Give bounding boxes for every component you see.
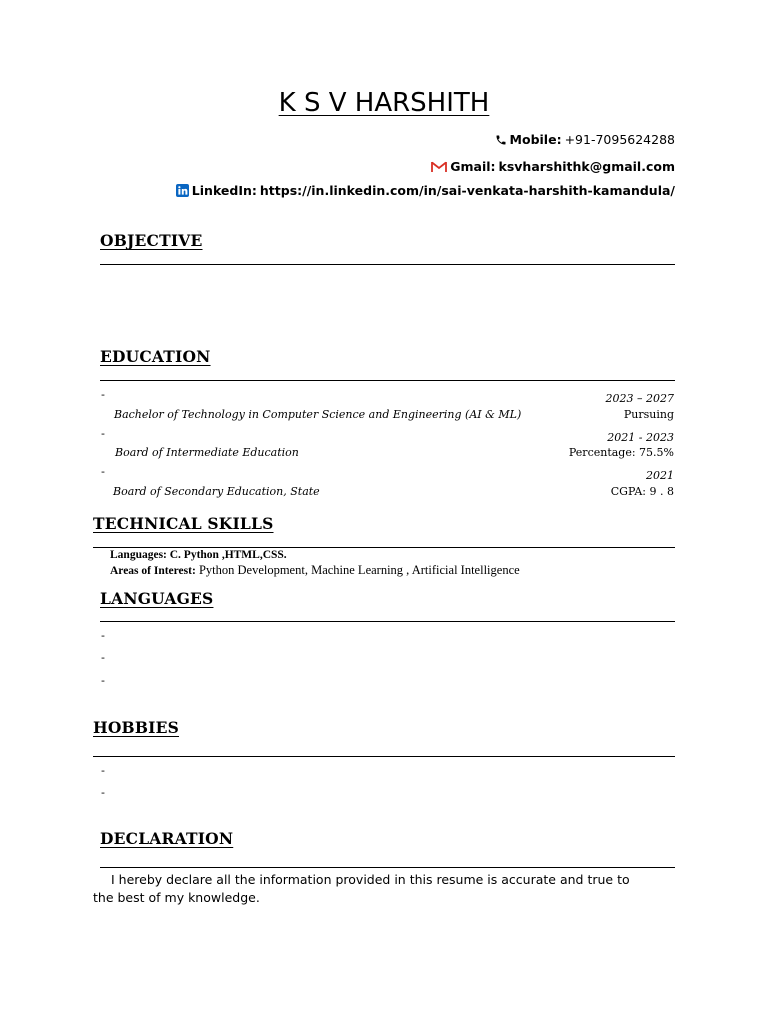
hobbies-heading: HOBBIES (93, 718, 180, 737)
education-years: 2021 (646, 469, 674, 482)
education-result: Percentage: 75.5% (568, 446, 674, 459)
gmail-value[interactable]: ksvharshithk@gmail.com (498, 159, 675, 174)
education-divider (100, 380, 675, 381)
gmail-icon (431, 161, 447, 173)
education-bullet: - (101, 465, 105, 478)
education-institution: Bachelor of Technology in Computer Science and Engineering (AI & ML) (114, 408, 522, 421)
list-item: - (101, 651, 105, 664)
hobbies-divider (93, 756, 675, 757)
linkedin-value[interactable]: https://in.linkedin.com/in/sai-venkata-harshith-kamandula/ (259, 183, 675, 198)
objective-heading: OBJECTIVE (100, 231, 203, 250)
linkedin-label: LinkedIn: (191, 183, 257, 198)
contact-gmail (431, 159, 675, 174)
mobile-value: +91-7095624288 (564, 132, 675, 147)
interest-value: Python Development, Machine Learning , Artificial Intelligence (198, 563, 520, 577)
education-years: 2023 – 2027 (605, 392, 674, 405)
skills-languages: Languages: C. Python ,HTML,CSS. (110, 549, 287, 561)
education-bullet: - (101, 388, 105, 401)
skills-heading: TECHNICAL SKILLS (93, 514, 274, 533)
name-text: K S V HARSHITH (278, 88, 490, 118)
education-result: CGPA: 9 . 8 (610, 485, 674, 498)
education-bullet: - (101, 427, 105, 440)
education-result: Pursuing (623, 408, 674, 421)
resume-name (0, 88, 768, 118)
linkedin-icon (176, 184, 189, 197)
education-institution: Board of Secondary Education, State (113, 485, 320, 498)
declaration-divider (100, 867, 675, 868)
list-item: - (101, 674, 105, 687)
objective-divider (100, 264, 675, 265)
list-item: - (101, 786, 105, 799)
gmail-label: Gmail: (450, 159, 496, 174)
declaration-heading: DECLARATION (100, 829, 234, 848)
education-institution: Board of Intermediate Education (115, 446, 299, 459)
education-years: 2021 - 2023 (607, 431, 674, 444)
phone-icon (495, 134, 507, 146)
interest-label: Areas of Interest: (110, 565, 196, 577)
languages-heading: LANGUAGES (100, 589, 214, 608)
list-item: - (101, 764, 105, 777)
contact-mobile (495, 132, 675, 147)
languages-divider (100, 621, 675, 622)
contact-linkedin (176, 183, 675, 198)
declaration-text-line2: the best of my knowledge. (93, 890, 260, 905)
list-item: - (101, 629, 105, 642)
mobile-label: Mobile: (509, 132, 562, 147)
skills-interests (110, 563, 520, 578)
education-heading: EDUCATION (100, 347, 211, 366)
declaration-text-line1: I hereby declare all the information provided in this resume is accurate and true to (111, 872, 630, 887)
skills-divider (93, 547, 675, 548)
